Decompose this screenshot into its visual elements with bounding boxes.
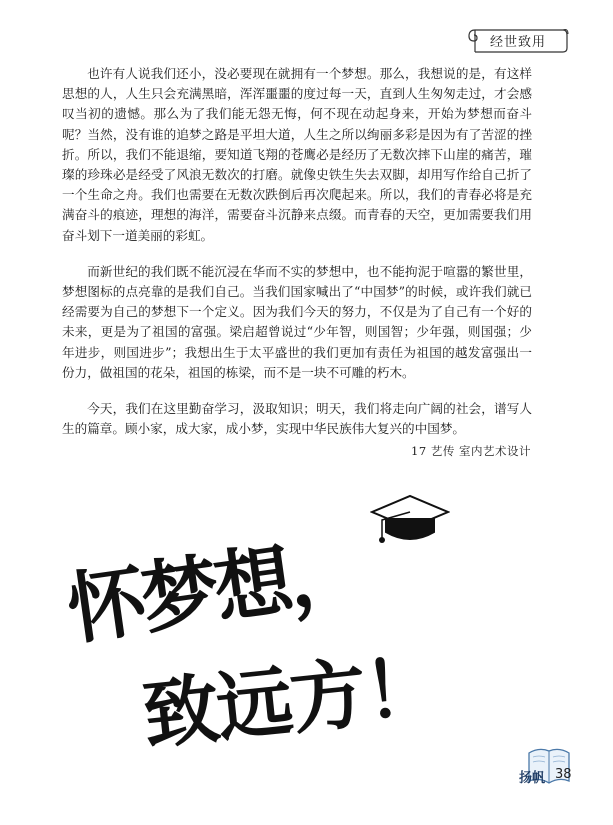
section-banner xyxy=(467,26,569,54)
page-footer xyxy=(515,745,585,795)
article-paragraph-1: 也许有人说我们还小，没必要现在就拥有一个梦想。那么，我想说的是，有这样思想的人，人生只会充满黑暗，浑浑噩噩的度过每一天，直到人生匆匆走过，才会感叹当初的遗憾。那么为了我们能无怨无悔，何不现在动起身来，开始为梦想而奋斗呢？当然，没有谁的追梦之路是平坦大道，人生之所以绚丽多彩是因为有了苦涩的挫折。所以，我们不能退缩，要知道飞翔的苍鹰必是经历了无数次摔下山崖的痛苦，璀璨的珍珠必是经受了风浪无数次的打磨。就像史铁生失去双脚，却用写作给自己折了一个生命之舟。我们也需要在无数次跌倒后再次爬起来。所以，我们的青春必将是充满奋斗的痕迹，理想的海洋，需要奋斗沉静来点缀。而青春的天空，更加需要我们用奋斗划下一道美丽的彩虹。 xyxy=(62,66,532,243)
article-paragraph-3: 今天，我们在这里勤奋学习，汲取知识；明天，我们将走向广阔的社会，谱写人生的篇章。顾小家，成大家，成小梦，实现中华民族伟大复兴的中国梦。 xyxy=(62,401,532,437)
slogan-line-2: 致远方！ xyxy=(138,640,443,761)
article-body xyxy=(62,64,532,455)
calligraphy-slogan xyxy=(52,520,482,790)
author-byline: 17 艺传 室内艺术设计 xyxy=(411,444,531,458)
page-number: 38 xyxy=(555,767,572,782)
magazine-name: 扬帆 xyxy=(519,771,546,786)
article-paragraph-2: 而新世纪的我们既不能沉浸在华而不实的梦想中，也不能拘泥于喧嚣的繁世里，梦想图标的点亮靠的是我们自己。当我们国家喊出了“中国梦”的时候，或许我们就已经需要为自己的梦想下一个定义。因为我们今天的努力，不仅是为了自己有一个好的未来，更是为了祖国的富强。梁启超曾说过“少年智，则国智；少年强，则国强；少年进步，则国进步”；我想出生于太平盛世的我们更加有责任为祖国的越发富强出一份力，做祖国的花朵，祖国的栋梁，而不是一块不可雕的朽木。 xyxy=(62,263,532,380)
slogan-line-1: 怀梦想， xyxy=(62,524,368,657)
banner-label: 经世致用 xyxy=(489,35,546,50)
